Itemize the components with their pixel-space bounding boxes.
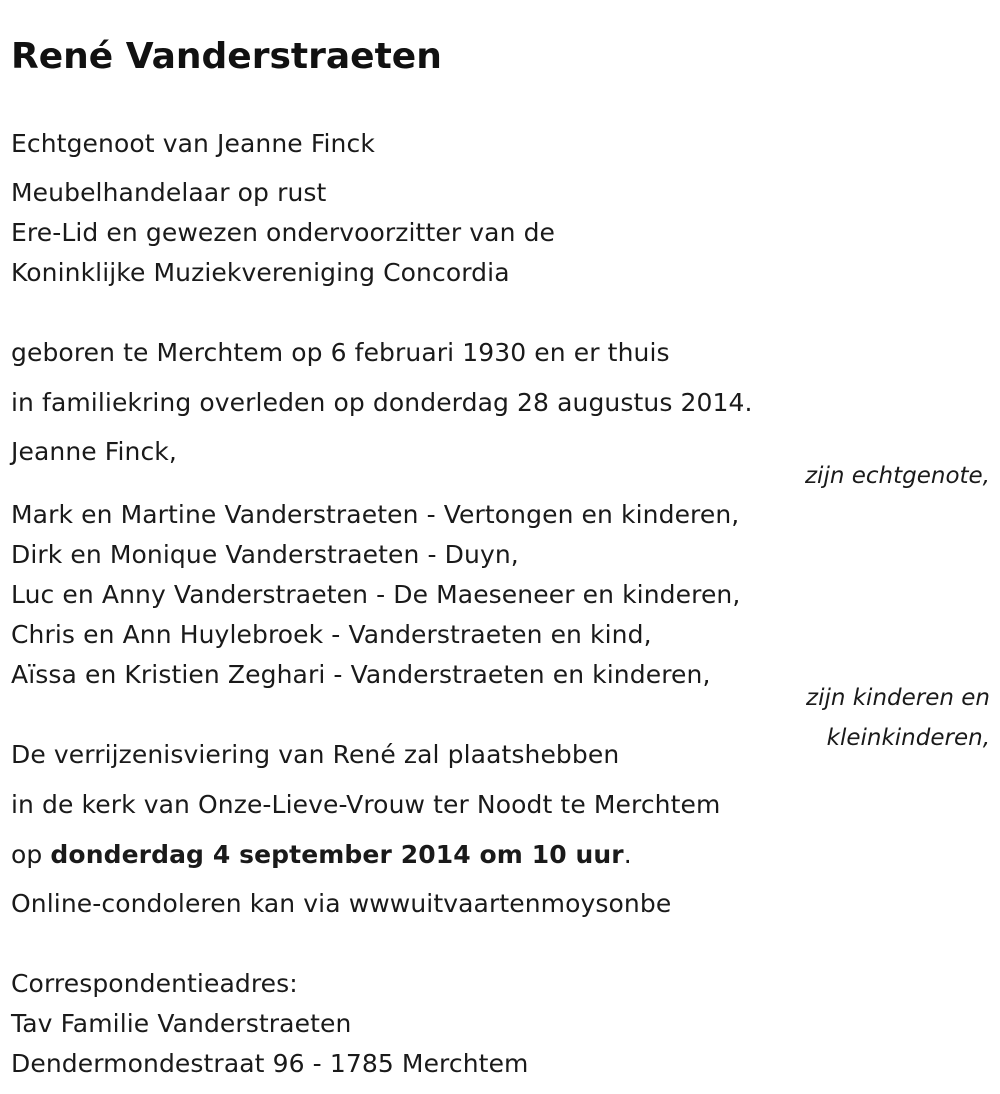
correspondence-address: Dendermondestraat 96 - 1785 Merchtem (11, 1049, 529, 1078)
service-date: donderdag 4 september 2014 om 10 uur (50, 840, 624, 869)
child-line: Luc en Anny Vanderstraeten - De Maeseneer en kinderen, (11, 580, 741, 609)
children-role-line-1: zijn kinderen en (806, 685, 990, 711)
spouse-name: Jeanne Finck, (11, 437, 177, 466)
correspondence-label: Correspondentieadres: (11, 969, 298, 998)
child-line: Aïssa en Kristien Zeghari - Vanderstraeten en kinderen, (11, 660, 711, 689)
role-line-2: Ere-Lid en gewezen ondervoorzitter van de (11, 218, 556, 247)
service-line-3 (11, 840, 632, 870)
online-condolence: Online-condoleren kan via wwwuitvaartenmoysonbe (11, 889, 672, 918)
child-line: Mark en Martine Vanderstraeten - Vertongen en kinderen, (11, 500, 740, 529)
correspondence-name: Tav Familie Vanderstraeten (11, 1009, 352, 1038)
children-role-line-2: kleinkinderen, (826, 725, 990, 751)
child-line: Chris en Ann Huylebroek - Vanderstraeten en kind, (11, 620, 652, 649)
spouse-role: zijn echtgenote, (804, 463, 990, 489)
child-line: Dirk en Monique Vanderstraeten - Duyn, (11, 540, 519, 569)
role-line-3: Koninklijke Muziekvereniging Concordia (11, 258, 510, 287)
spouse-line: Echtgenoot van Jeanne Finck (11, 129, 375, 158)
page-title: René Vanderstraeten (11, 36, 442, 77)
birth-line-1: geboren te Merchtem op 6 februari 1930 en er thuis (11, 338, 670, 367)
service-line-3-suffix: . (623, 840, 632, 869)
birth-line-2: in familiekring overleden op donderdag 28 augustus 2014. (11, 388, 753, 417)
role-line-1: Meubelhandelaar op rust (11, 178, 327, 207)
service-line-3-prefix: op (11, 840, 51, 869)
service-line-2: in de kerk van Onze-Lieve-Vrouw ter Noodt te Merchtem (11, 790, 721, 819)
service-line-1: De verrijzenisviering van René zal plaatshebben (11, 740, 620, 769)
